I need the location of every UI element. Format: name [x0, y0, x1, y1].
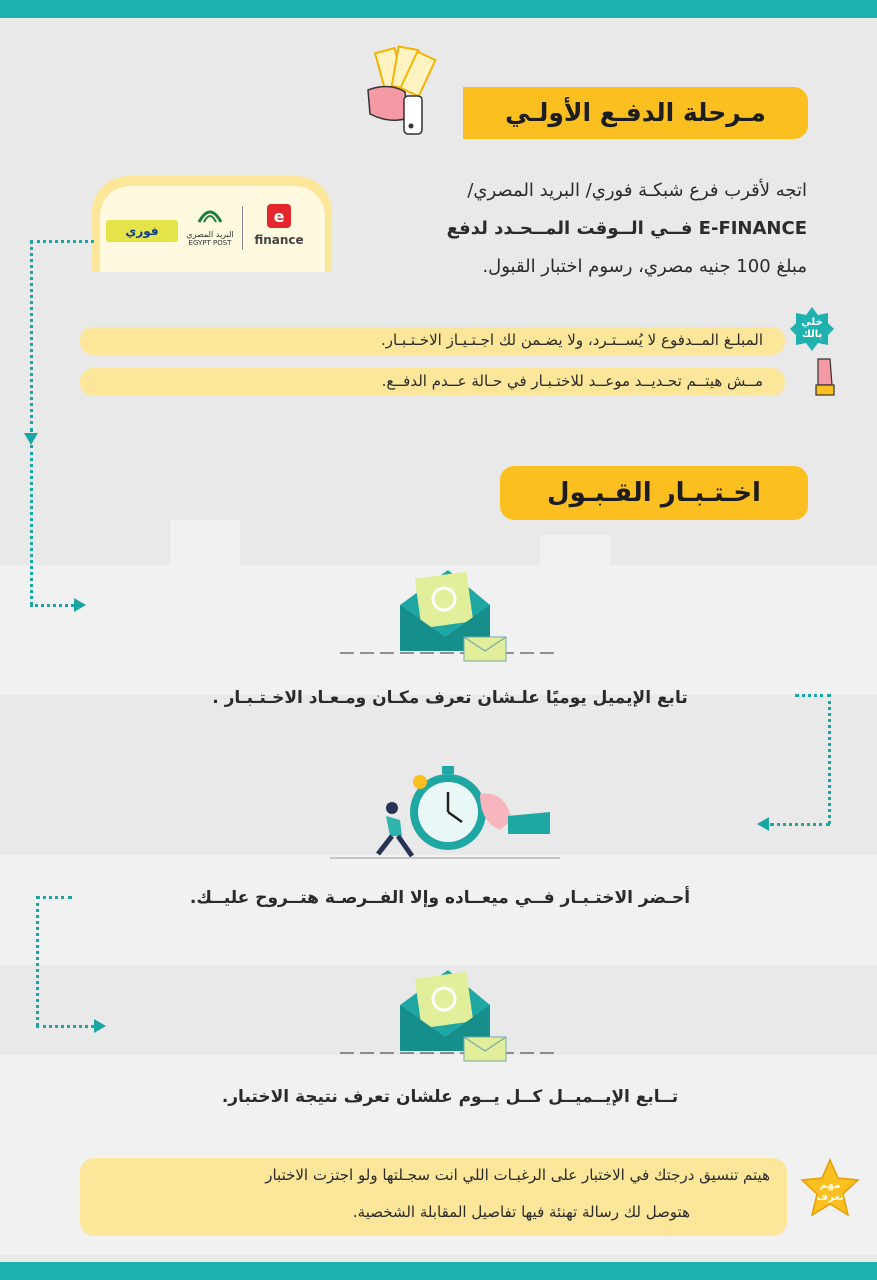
- connector-arrow-down: [24, 433, 38, 445]
- connector-line: [30, 445, 33, 605]
- egypt-post-ar: البريد المصري: [186, 230, 234, 239]
- stage1-instructions-line3: مبلغ 100 جنيه مصري، رسوم اختبار القبول.: [482, 256, 807, 277]
- connector-line: [795, 694, 831, 697]
- efinance-icon: [265, 202, 293, 230]
- email-envelope-icon: [340, 965, 555, 1065]
- bottom-accent-bar: [0, 1262, 877, 1280]
- egypt-post-logo: [184, 204, 236, 252]
- connector-line: [30, 240, 33, 432]
- email-envelope-icon: [340, 565, 555, 665]
- connector-line: [770, 823, 830, 826]
- bg-decoration: [0, 855, 877, 965]
- connector-arrow-right: [94, 1019, 106, 1033]
- connector-line: [36, 896, 72, 899]
- stage1-instructions-line2: E-FINANCE فــي الــوقت المــحـدد لدفع: [446, 218, 807, 239]
- connector-arrow-right: [74, 598, 86, 612]
- connector-arrow-left: [757, 817, 769, 831]
- bg-decoration: [170, 520, 240, 695]
- notice-non-refundable: المبلـغ المــدفوع لا يُســتـرد، ولا يضـمن لك اجـتـيـاز الاخـتـبـار.: [80, 327, 785, 355]
- attention-badge-label: خلي بالك: [801, 317, 823, 340]
- step-check-email-for-result: تــابع الإيــميــل كــل يــوم علشان تعرف نتيجة الاختبار.: [221, 1087, 679, 1107]
- running-late-clock-icon: [330, 760, 560, 865]
- important-badge-label: مهم تعرف: [816, 1180, 844, 1203]
- connector-line: [828, 694, 831, 824]
- connector-line: [30, 240, 94, 243]
- connector-line: [36, 1025, 94, 1028]
- svg-text:e: e: [273, 207, 285, 226]
- step-check-email-daily: تابع الإيميل يوميًا علـشان تعرف مكـان ومـعـاد الاخـتـبـار .: [212, 688, 688, 708]
- efinance-logo: [250, 202, 308, 252]
- notice-no-date-without-payment: مــش هيتــم تحـديــد موعــد للاختـبـار في حـالة عــدم الدفــع.: [80, 368, 785, 396]
- stage1-instructions-line1: اتجه لأقرب فرع شبكـة فوري/ البريد المصري/: [467, 180, 807, 201]
- stage1-title: مـرحلة الدفـع الأولـي: [463, 87, 808, 139]
- efinance-label: finance: [254, 233, 304, 247]
- step-attend-on-time: أحـضر الاختـبـار فــي ميعــاده وإلا الفــرصـة هتــروح عليــك.: [189, 888, 691, 908]
- stage2-title: اخـتـبـار القـبـول: [500, 466, 808, 520]
- hand-with-tickets-icon: [360, 40, 440, 140]
- connector-line: [30, 604, 74, 607]
- connector-line: [36, 896, 39, 1026]
- egypt-post-en: EGYPT POST: [188, 239, 232, 247]
- footer-note-line1: هيتم تنسيق درجتك في الاختبار على الرغبـات اللي انت سجـلتها ولو اجتزت الاختبار: [265, 1166, 770, 1184]
- top-accent-bar: [0, 0, 877, 18]
- raised-hand-icon: [810, 355, 840, 399]
- egypt-post-icon: [195, 204, 225, 228]
- footer-note-line2: هتوصل لك رسالة تهنئة فيها تفاصيل المقابلة الشخصية.: [352, 1203, 690, 1221]
- logo-divider: [242, 206, 243, 250]
- fawry-logo: فوري: [106, 220, 178, 242]
